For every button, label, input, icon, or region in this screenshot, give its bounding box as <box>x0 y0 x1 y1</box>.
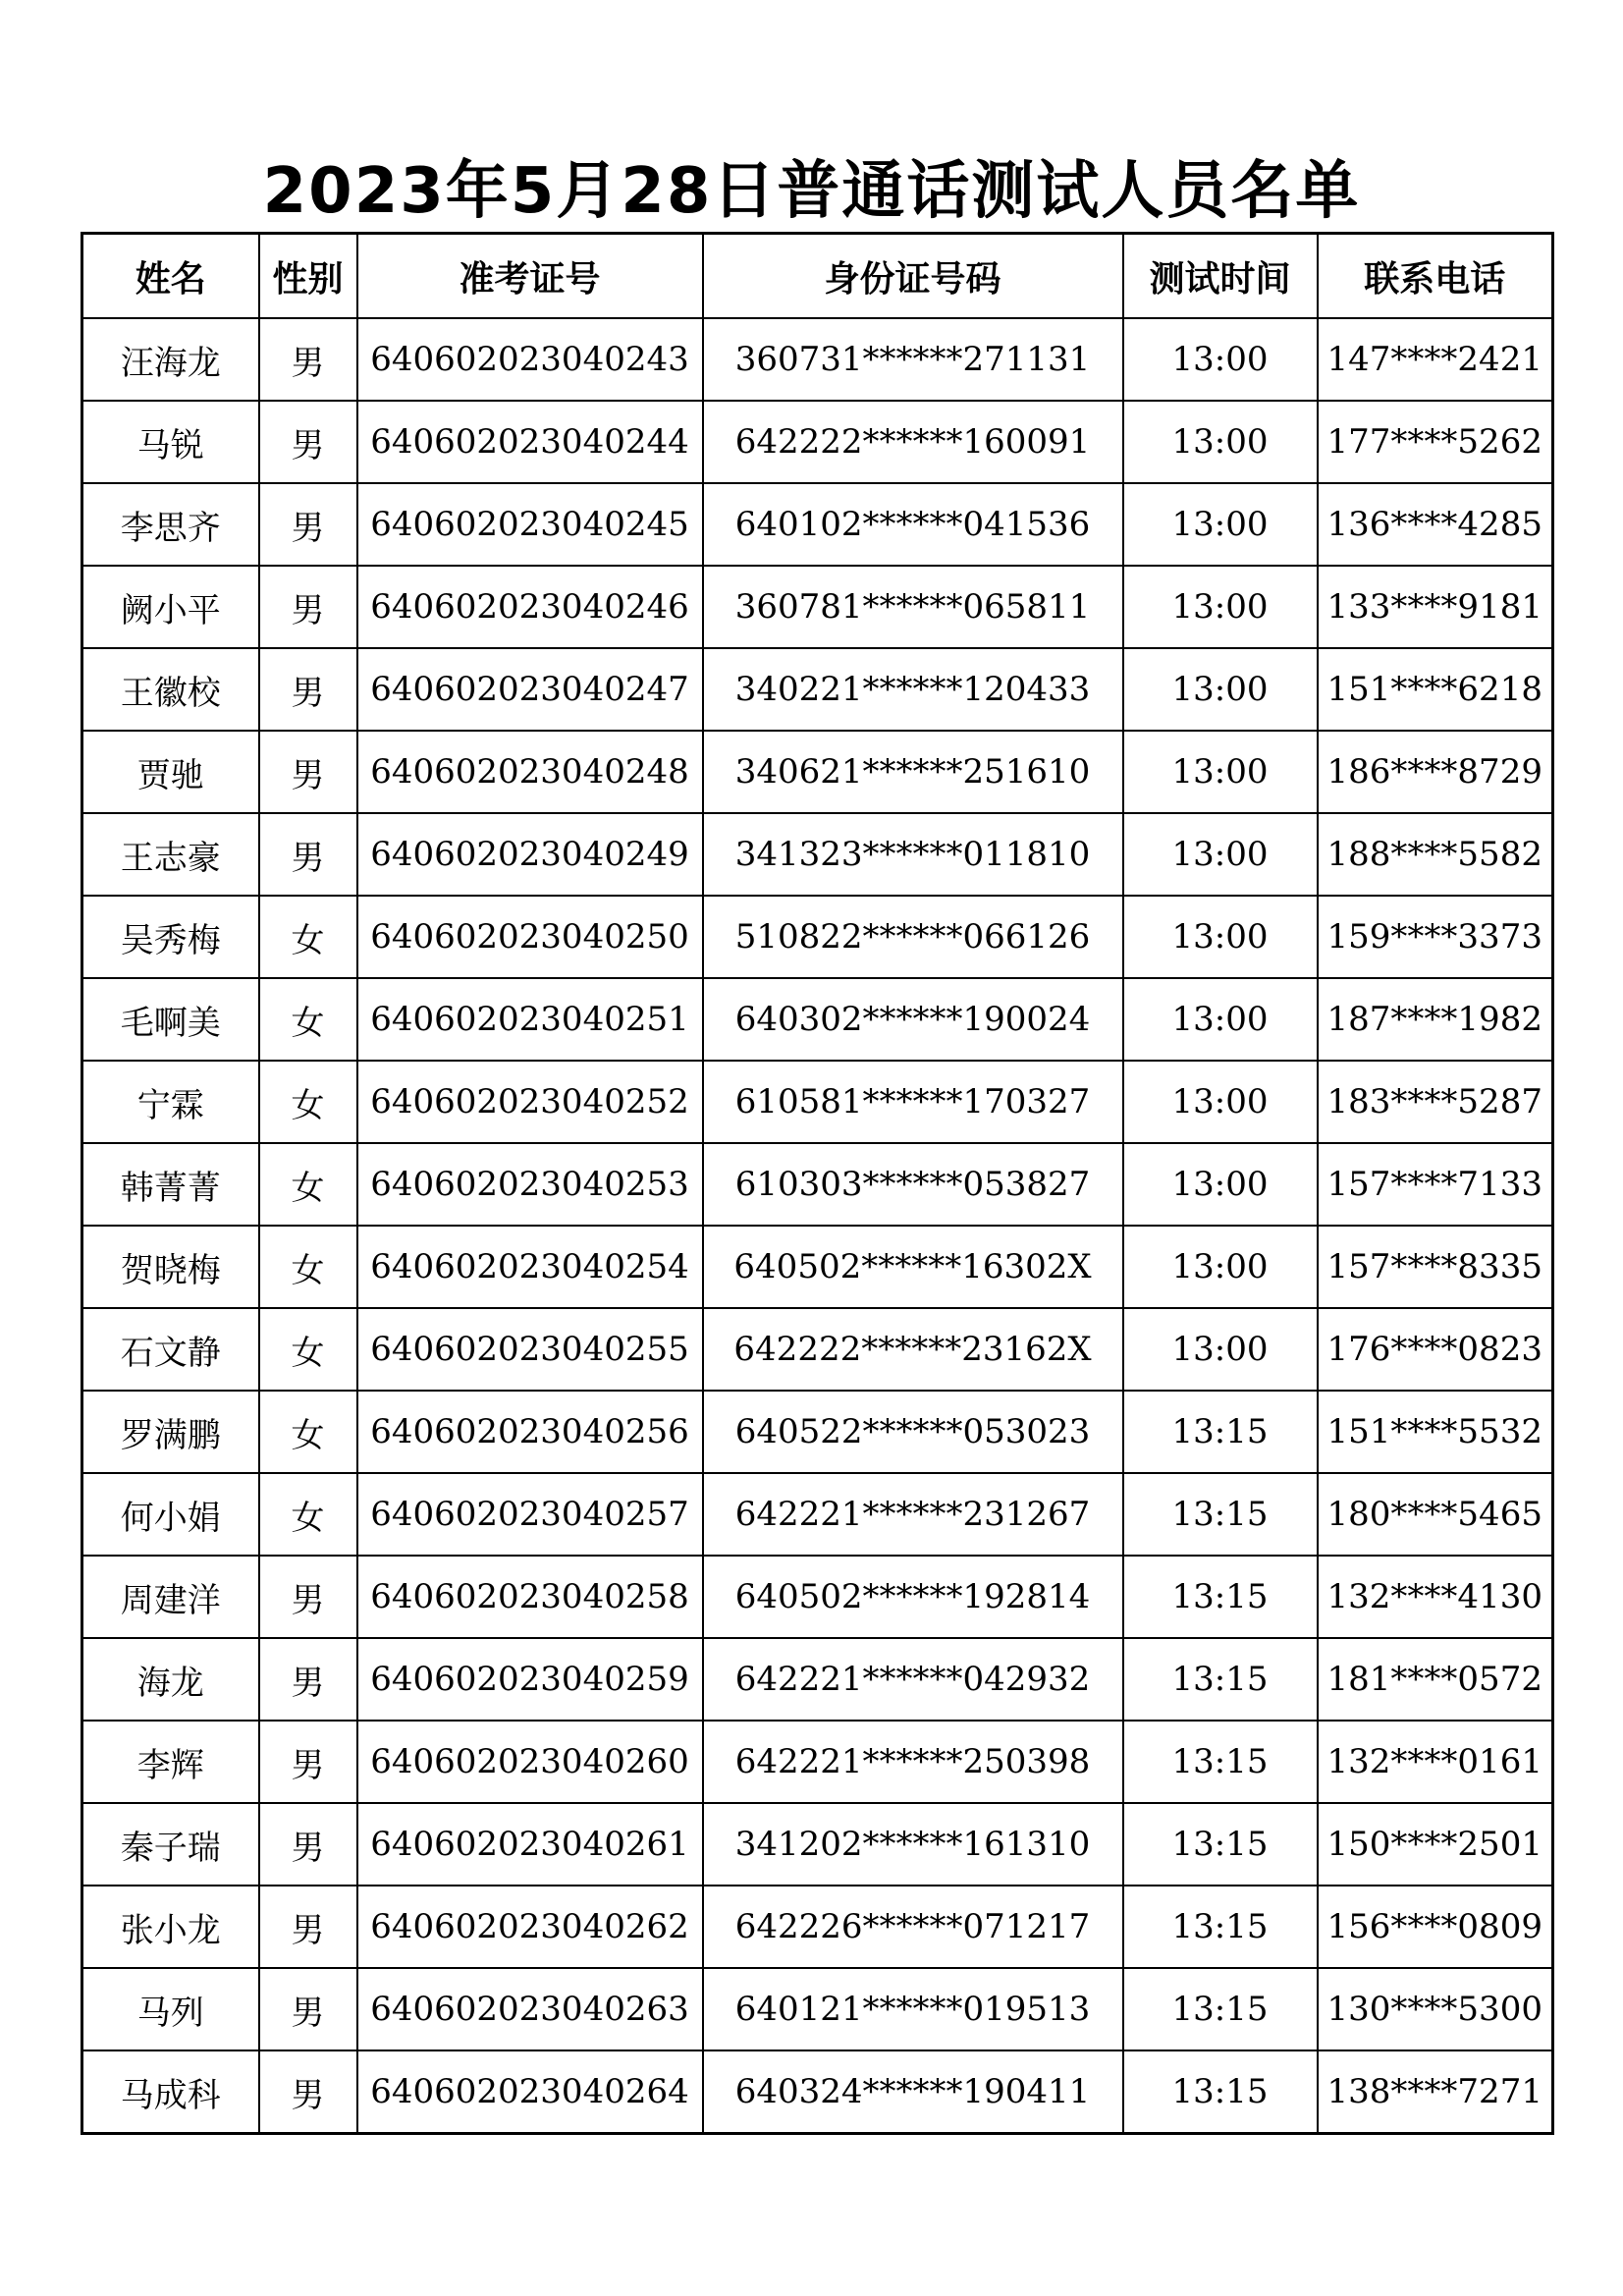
cell-test-time: 13:00 <box>1123 1308 1318 1391</box>
cell-id-number: 340221******120433 <box>703 648 1123 731</box>
cell-exam-number: 640602023040253 <box>357 1143 703 1226</box>
cell-phone: 157****8335 <box>1318 1226 1553 1308</box>
table-row <box>82 813 1553 896</box>
cell-id-number: 610303******053827 <box>703 1143 1123 1226</box>
cell-id-number: 642222******160091 <box>703 401 1123 483</box>
cell-gender: 女 <box>259 896 357 978</box>
cell-exam-number: 640602023040257 <box>357 1473 703 1556</box>
cell-exam-number: 640602023040262 <box>357 1886 703 1968</box>
cell-phone: 157****7133 <box>1318 1143 1553 1226</box>
cell-exam-number: 640602023040247 <box>357 648 703 731</box>
cell-phone: 151****5532 <box>1318 1391 1553 1473</box>
cell-name: 罗满鹏 <box>82 1391 259 1473</box>
cell-test-time: 13:00 <box>1123 813 1318 896</box>
cell-exam-number: 640602023040249 <box>357 813 703 896</box>
roster-body <box>82 318 1553 2134</box>
cell-exam-number: 640602023040261 <box>357 1803 703 1886</box>
cell-id-number: 360731******271131 <box>703 318 1123 401</box>
cell-id-number: 640502******192814 <box>703 1556 1123 1638</box>
header-test-time: 测试时间 <box>1123 234 1318 319</box>
cell-exam-number: 640602023040260 <box>357 1721 703 1803</box>
header-exam-number: 准考证号 <box>357 234 703 319</box>
cell-phone: 130****5300 <box>1318 1968 1553 2050</box>
header-name: 姓名 <box>82 234 259 319</box>
table-row <box>82 648 1553 731</box>
cell-phone: 136****4285 <box>1318 483 1553 566</box>
header-row <box>82 234 1553 319</box>
cell-phone: 150****2501 <box>1318 1803 1553 1886</box>
cell-test-time: 13:00 <box>1123 401 1318 483</box>
cell-name: 张小龙 <box>82 1886 259 1968</box>
cell-id-number: 640102******041536 <box>703 483 1123 566</box>
cell-test-time: 13:00 <box>1123 1226 1318 1308</box>
cell-id-number: 341202******161310 <box>703 1803 1123 1886</box>
cell-id-number: 360781******065811 <box>703 566 1123 648</box>
roster-table <box>81 232 1554 2135</box>
cell-exam-number: 640602023040255 <box>357 1308 703 1391</box>
cell-test-time: 13:00 <box>1123 1061 1318 1143</box>
cell-name: 李思齐 <box>82 483 259 566</box>
cell-phone: 188****5582 <box>1318 813 1553 896</box>
cell-name: 王徽校 <box>82 648 259 731</box>
cell-exam-number: 640602023040248 <box>357 731 703 813</box>
cell-exam-number: 640602023040264 <box>357 2050 703 2134</box>
cell-name: 吴秀梅 <box>82 896 259 978</box>
cell-gender: 男 <box>259 566 357 648</box>
cell-name: 马列 <box>82 1968 259 2050</box>
cell-phone: 187****1982 <box>1318 978 1553 1061</box>
cell-exam-number: 640602023040244 <box>357 401 703 483</box>
cell-exam-number: 640602023040252 <box>357 1061 703 1143</box>
cell-phone: 186****8729 <box>1318 731 1553 813</box>
cell-phone: 176****0823 <box>1318 1308 1553 1391</box>
cell-phone: 183****5287 <box>1318 1061 1553 1143</box>
cell-name: 王志豪 <box>82 813 259 896</box>
cell-name: 海龙 <box>82 1638 259 1721</box>
cell-id-number: 640302******190024 <box>703 978 1123 1061</box>
cell-gender: 女 <box>259 1226 357 1308</box>
table-row <box>82 1886 1553 1968</box>
cell-id-number: 640522******053023 <box>703 1391 1123 1473</box>
cell-id-number: 642222******23162X <box>703 1308 1123 1391</box>
cell-name: 秦子瑞 <box>82 1803 259 1886</box>
cell-phone: 181****0572 <box>1318 1638 1553 1721</box>
cell-test-time: 13:15 <box>1123 1391 1318 1473</box>
cell-test-time: 13:15 <box>1123 1968 1318 2050</box>
cell-phone: 151****6218 <box>1318 648 1553 731</box>
cell-name: 贺晓梅 <box>82 1226 259 1308</box>
cell-test-time: 13:00 <box>1123 978 1318 1061</box>
table-row <box>82 483 1553 566</box>
table-row <box>82 1803 1553 1886</box>
table-row <box>82 1308 1553 1391</box>
cell-gender: 男 <box>259 1721 357 1803</box>
table-row <box>82 401 1553 483</box>
cell-exam-number: 640602023040259 <box>357 1638 703 1721</box>
cell-gender: 男 <box>259 1638 357 1721</box>
page-title: 2023年5月28日普通话测试人员名单 <box>262 155 1361 228</box>
cell-phone: 132****4130 <box>1318 1556 1553 1638</box>
cell-name: 阙小平 <box>82 566 259 648</box>
cell-gender: 男 <box>259 1968 357 2050</box>
cell-name: 韩菁菁 <box>82 1143 259 1226</box>
cell-phone: 159****3373 <box>1318 896 1553 978</box>
header-gender: 性别 <box>259 234 357 319</box>
cell-id-number: 610581******170327 <box>703 1061 1123 1143</box>
cell-test-time: 13:15 <box>1123 1638 1318 1721</box>
cell-id-number: 340621******251610 <box>703 731 1123 813</box>
cell-test-time: 13:00 <box>1123 1143 1318 1226</box>
cell-test-time: 13:00 <box>1123 483 1318 566</box>
table-row <box>82 1968 1553 2050</box>
cell-test-time: 13:15 <box>1123 1721 1318 1803</box>
header-phone: 联系电话 <box>1318 234 1553 319</box>
table-row <box>82 978 1553 1061</box>
table-row <box>82 566 1553 648</box>
cell-gender: 女 <box>259 978 357 1061</box>
cell-gender: 女 <box>259 1473 357 1556</box>
cell-name: 马锐 <box>82 401 259 483</box>
cell-phone: 132****0161 <box>1318 1721 1553 1803</box>
cell-exam-number: 640602023040245 <box>357 483 703 566</box>
header-id-number: 身份证号码 <box>703 234 1123 319</box>
cell-test-time: 13:00 <box>1123 566 1318 648</box>
cell-gender: 男 <box>259 813 357 896</box>
cell-id-number: 640502******16302X <box>703 1226 1123 1308</box>
cell-test-time: 13:00 <box>1123 318 1318 401</box>
cell-gender: 男 <box>259 648 357 731</box>
cell-name: 宁霖 <box>82 1061 259 1143</box>
table-row <box>82 1638 1553 1721</box>
cell-exam-number: 640602023040254 <box>357 1226 703 1308</box>
cell-test-time: 13:15 <box>1123 2050 1318 2134</box>
cell-test-time: 13:00 <box>1123 896 1318 978</box>
cell-id-number: 642221******231267 <box>703 1473 1123 1556</box>
table-row <box>82 1473 1553 1556</box>
cell-name: 毛啊美 <box>82 978 259 1061</box>
cell-phone: 177****5262 <box>1318 401 1553 483</box>
cell-exam-number: 640602023040263 <box>357 1968 703 2050</box>
cell-gender: 男 <box>259 731 357 813</box>
cell-gender: 女 <box>259 1308 357 1391</box>
cell-gender: 男 <box>259 318 357 401</box>
cell-gender: 男 <box>259 1803 357 1886</box>
cell-exam-number: 640602023040246 <box>357 566 703 648</box>
cell-name: 石文静 <box>82 1308 259 1391</box>
table-row <box>82 2050 1553 2134</box>
cell-gender: 男 <box>259 483 357 566</box>
cell-id-number: 640121******019513 <box>703 1968 1123 2050</box>
cell-name: 贾驰 <box>82 731 259 813</box>
cell-exam-number: 640602023040256 <box>357 1391 703 1473</box>
cell-phone: 156****0809 <box>1318 1886 1553 1968</box>
cell-gender: 女 <box>259 1143 357 1226</box>
table-row <box>82 896 1553 978</box>
cell-gender: 女 <box>259 1061 357 1143</box>
cell-test-time: 13:15 <box>1123 1803 1318 1886</box>
cell-gender: 男 <box>259 1886 357 1968</box>
table-row <box>82 1226 1553 1308</box>
cell-exam-number: 640602023040243 <box>357 318 703 401</box>
cell-gender: 女 <box>259 1391 357 1473</box>
cell-exam-number: 640602023040258 <box>357 1556 703 1638</box>
cell-test-time: 13:00 <box>1123 648 1318 731</box>
cell-name: 汪海龙 <box>82 318 259 401</box>
table-row <box>82 1721 1553 1803</box>
cell-phone: 180****5465 <box>1318 1473 1553 1556</box>
cell-test-time: 13:15 <box>1123 1556 1318 1638</box>
cell-phone: 133****9181 <box>1318 566 1553 648</box>
cell-id-number: 341323******011810 <box>703 813 1123 896</box>
cell-name: 何小娟 <box>82 1473 259 1556</box>
cell-exam-number: 640602023040250 <box>357 896 703 978</box>
cell-id-number: 510822******066126 <box>703 896 1123 978</box>
cell-name: 马成科 <box>82 2050 259 2134</box>
cell-test-time: 13:15 <box>1123 1886 1318 1968</box>
cell-exam-number: 640602023040251 <box>357 978 703 1061</box>
cell-phone: 138****7271 <box>1318 2050 1553 2134</box>
cell-name: 周建洋 <box>82 1556 259 1638</box>
table-row <box>82 1061 1553 1143</box>
table-row <box>82 1391 1553 1473</box>
cell-id-number: 642226******071217 <box>703 1886 1123 1968</box>
cell-test-time: 13:15 <box>1123 1473 1318 1556</box>
cell-name: 李辉 <box>82 1721 259 1803</box>
cell-phone: 147****2421 <box>1318 318 1553 401</box>
cell-id-number: 642221******042932 <box>703 1638 1123 1721</box>
cell-gender: 男 <box>259 2050 357 2134</box>
cell-id-number: 642221******250398 <box>703 1721 1123 1803</box>
table-row <box>82 1556 1553 1638</box>
table-row <box>82 318 1553 401</box>
table-row <box>82 731 1553 813</box>
table-row <box>82 1143 1553 1226</box>
cell-test-time: 13:00 <box>1123 731 1318 813</box>
cell-gender: 男 <box>259 401 357 483</box>
cell-gender: 男 <box>259 1556 357 1638</box>
cell-id-number: 640324******190411 <box>703 2050 1123 2134</box>
